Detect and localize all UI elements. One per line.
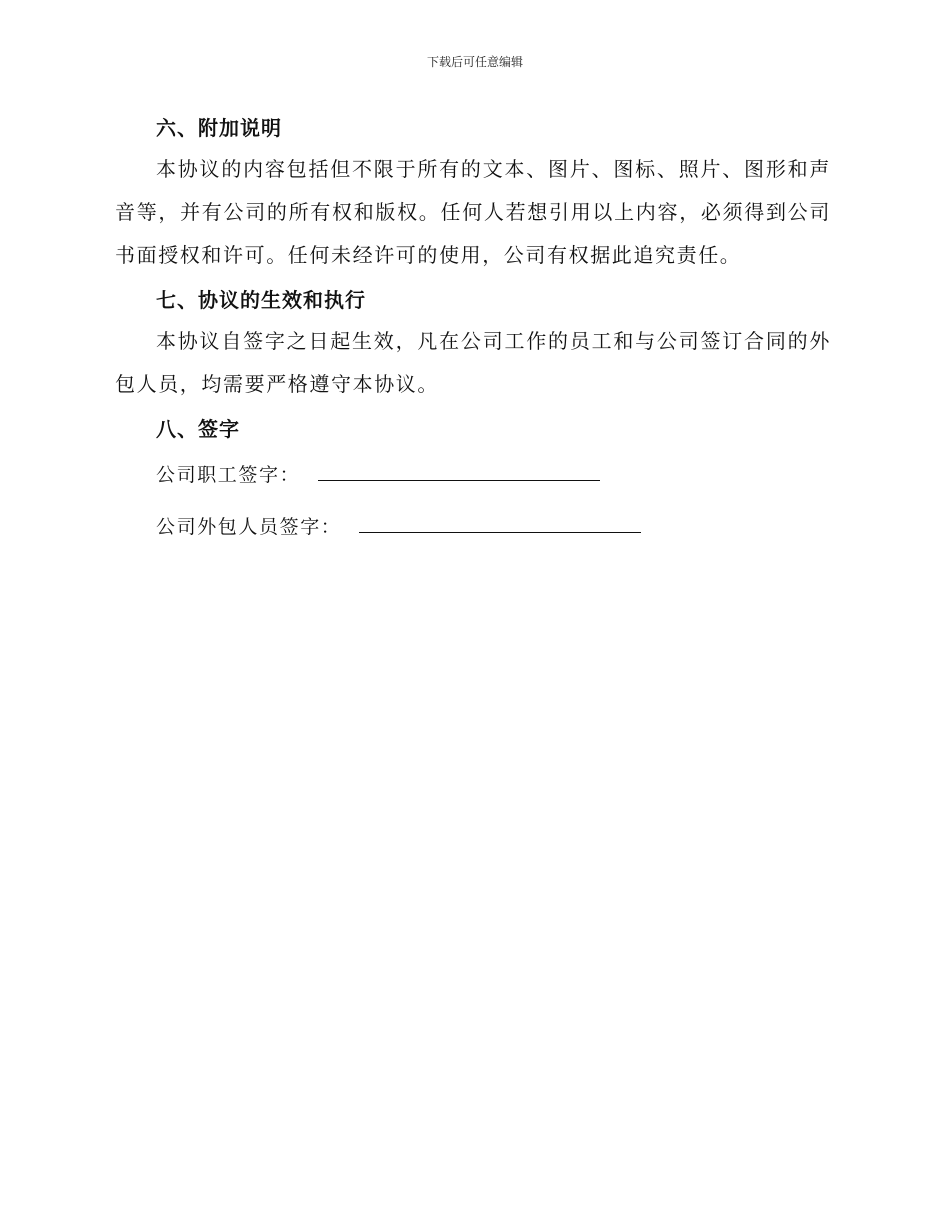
section-title-additional-notes: 六、附加说明	[156, 116, 282, 140]
section-title-effect-and-execution: 七、协议的生效和执行	[156, 288, 366, 312]
employee-signature-label: 公司职工签字：	[156, 464, 301, 486]
page-header	[0, 54, 950, 70]
employee-signature-line[interactable]	[318, 480, 600, 481]
header-text: 下载后可任意编辑	[426, 55, 523, 69]
section-title-signature: 八、签字	[156, 417, 240, 441]
contractor-signature-row	[115, 501, 831, 553]
contractor-signature-line[interactable]	[359, 532, 641, 533]
contractor-signature-label: 公司外包人员签字：	[156, 516, 342, 538]
paragraph-effect-and-execution: 本协议自签字之日起生效，凡在公司工作的员工和与公司签订合同的外包人员，均需要严格遵守本协议。	[115, 329, 831, 396]
paragraph-additional-notes: 本协议的内容包括但不限于所有的文本、图片、图标、照片、图形和声音等，并有公司的所有权和版权。任何人若想引用以上内容，必须得到公司书面授权和许可。任何未经许可的使用，公司有权据此追究责任。	[115, 157, 831, 267]
document-body	[115, 108, 831, 553]
employee-signature-row	[115, 449, 831, 501]
